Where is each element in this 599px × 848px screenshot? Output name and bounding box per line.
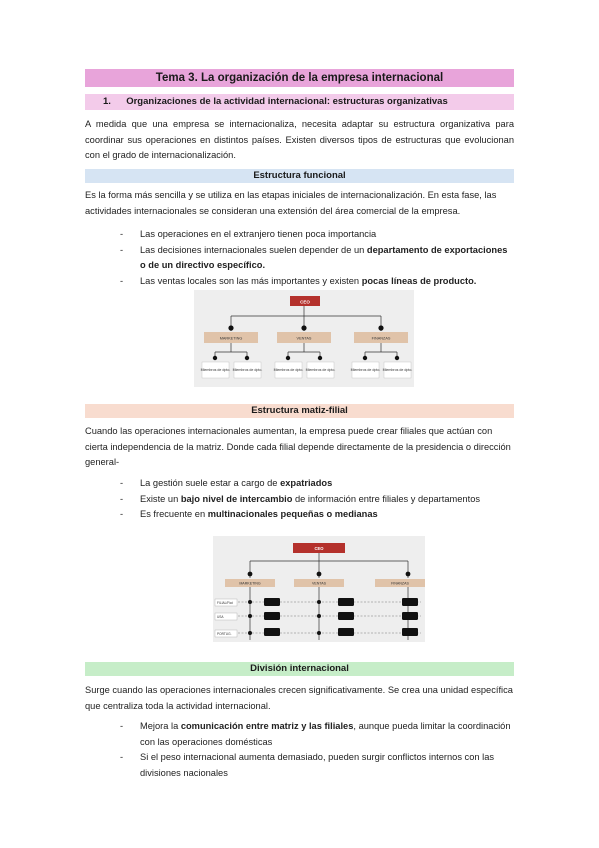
bullet-dash: - <box>120 478 124 488</box>
ceo-label: CEO <box>314 546 324 551</box>
member-label: Miembros de dpto. <box>273 368 304 372</box>
list-item: - Mejora la comunicación entre matriz y las filiales, aunque pueda limitar la coordinación con las operaciones domésticas <box>120 721 511 747</box>
member-label: Miembros de dpto. <box>382 368 413 372</box>
subtitle-text: Organizaciones de la actividad internacional: estructuras organizativas <box>126 96 448 107</box>
funcional-bullet-list <box>120 227 515 289</box>
intro-paragraph: A medida que una empresa se internacionaliza, necesita adaptar su estructura organizativa para coordinar sus operaciones en distintos países. Existen diversos tipos de estructuras que evolucionan con el grado de internacionalización. <box>85 119 514 160</box>
matrix-filial-org-chart <box>213 536 425 642</box>
matriz-paragraph: Cuando las operaciones internacionales aumentan, la empresa puede crear filiales que actúan con cierta independencia de la matriz. Donde cada filial depende directamente de la presidencia o dirección general- <box>85 426 511 467</box>
subtitle-number: 1. <box>103 96 111 107</box>
list-item: - Las ventas locales son las más importantes y existen pocas líneas de producto. <box>120 274 515 290</box>
dept-label: MARKETING <box>239 581 261 586</box>
page-title: Tema 3. La organización de la empresa internacional <box>85 69 514 87</box>
bullet-dash: - <box>120 229 124 239</box>
bullet-dash: - <box>120 752 124 762</box>
section-subtitle <box>85 94 514 110</box>
funcional-paragraph: Es la forma más sencilla y se utiliza en las etapas iniciales de internacionalización. En esta fase, las actividades internacionales se consideran una extensión del área comercial de la empresa. <box>85 190 497 216</box>
bullet-dash: - <box>120 275 124 286</box>
dept-label: MARKETING <box>219 336 243 341</box>
list-item: - Existe un bajo nivel de intercambio de información entre filiales y departamentos <box>120 492 515 508</box>
heading-estructura-funcional: Estructura funcional <box>85 169 514 183</box>
list-item: - Las decisiones internacionales suelen depender de un departamento de exportaciones o de un directivo específico. <box>120 244 508 270</box>
bullet-dash: - <box>120 509 124 519</box>
bullet-dash: - <box>120 244 124 255</box>
bullet-dash: - <box>120 721 124 731</box>
member-label: Miembros de dpto. <box>350 368 381 372</box>
member-label: Miembros de dpto. <box>200 368 231 372</box>
list-item: - Si el peso internacional aumenta demasiado, pueden surgir conflictos internos con las divisiones nacionales <box>120 752 495 778</box>
functional-org-chart <box>194 290 414 387</box>
list-item: - Las operaciones en el extranjero tienen poca importancia <box>120 227 515 243</box>
list-item: - La gestión suele estar a cargo de expatriados <box>120 476 515 492</box>
dept-label: VENTAS <box>311 581 327 586</box>
filial-row-label: USA <box>217 614 224 619</box>
dept-label: VENTAS <box>296 336 312 341</box>
member-label: Miembros de dpto. <box>232 368 263 372</box>
filial-row-label: PORTUG. <box>217 631 232 636</box>
dept-label: FINANZAS <box>391 581 409 586</box>
heading-division-internacional: División internacional <box>85 662 514 676</box>
dept-boxes <box>204 332 408 343</box>
dept-label: FINANZAS <box>371 336 391 341</box>
bullet-dash: - <box>120 493 124 504</box>
ceo-label: CEO <box>300 299 310 305</box>
filial-row-label: FILIAL/Fiat <box>217 600 233 605</box>
division-bullet-list <box>120 719 515 781</box>
heading-estructura-matiz-filial: Estructura matiz-filial <box>85 404 514 418</box>
matriz-bullet-list <box>120 476 515 523</box>
member-label: Miembros de dpto. <box>305 368 336 372</box>
list-item: - Es frecuente en multinacionales pequeñas o medianas <box>120 507 515 523</box>
division-paragraph: Surge cuando las operaciones internacionales crecen significativamente. Se crea una unidad específica que centraliza toda la actividad internacional. <box>85 685 513 711</box>
